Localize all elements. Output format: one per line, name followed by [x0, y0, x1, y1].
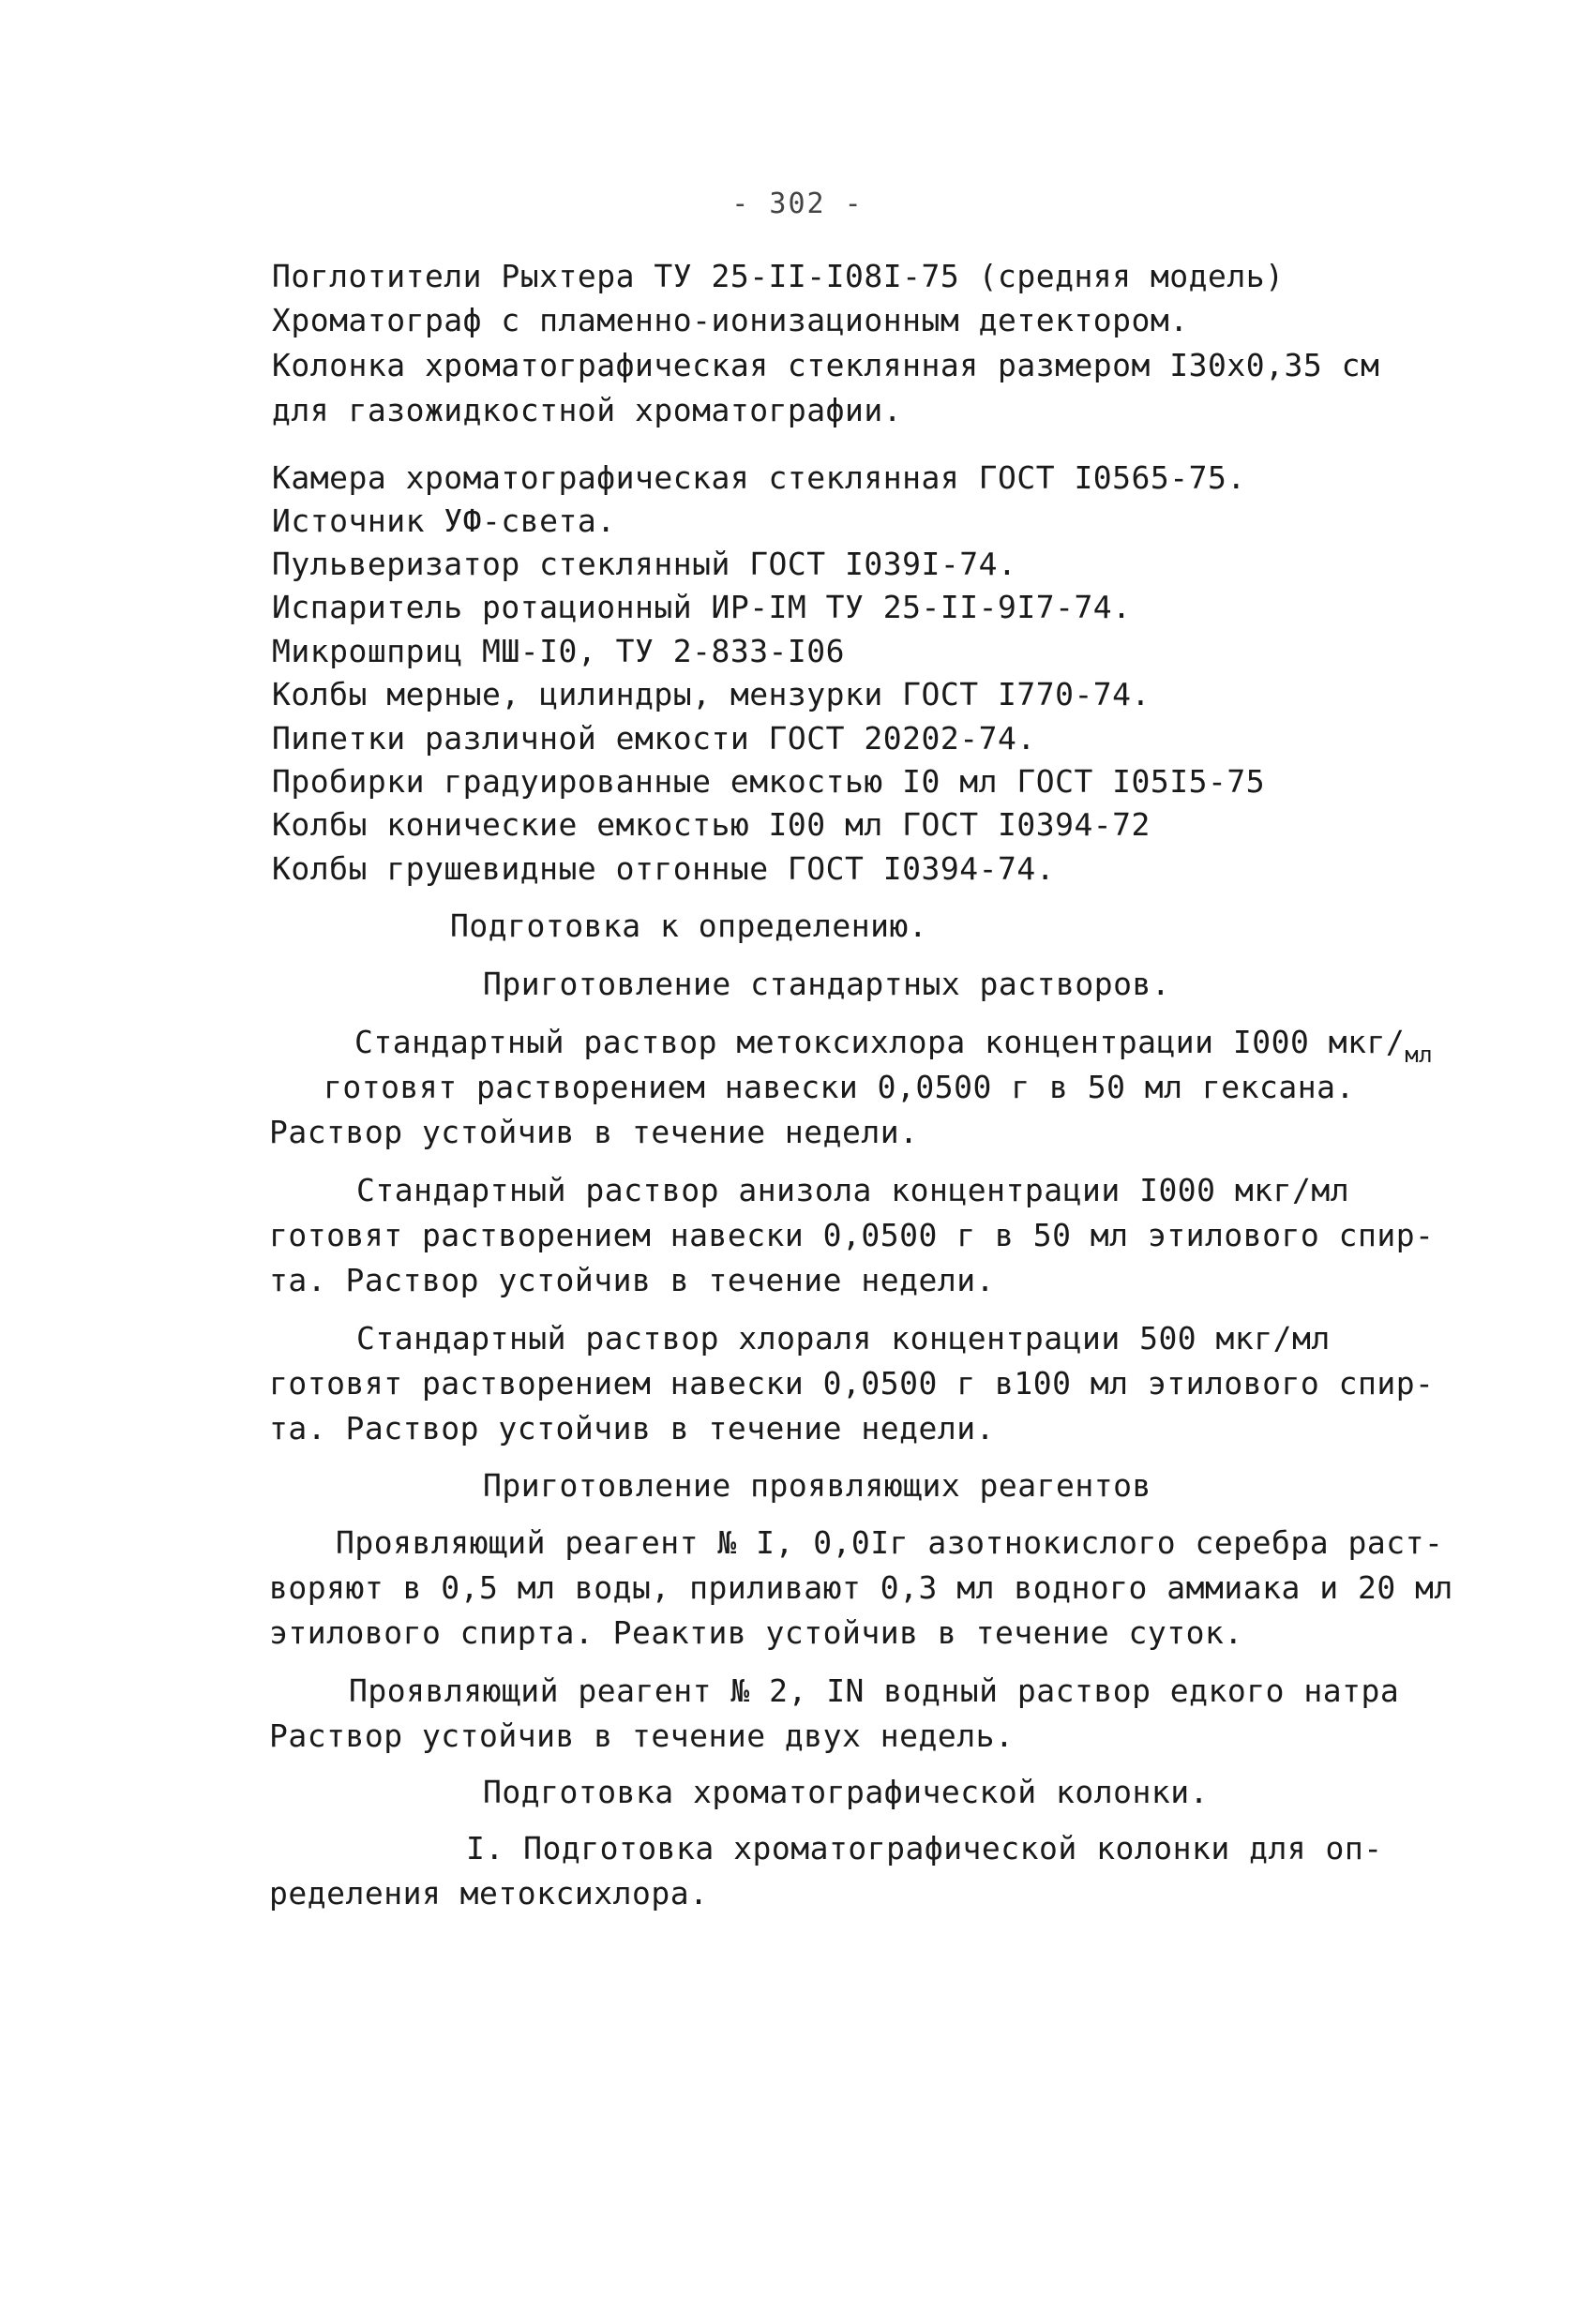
equipment-line: Колбы грушевидные отгонные ГОСТ I0394-74.: [272, 850, 1056, 887]
equipment-line: Хроматограф с пламенно-ионизационным детектором.: [272, 302, 1189, 338]
paragraph-line: готовят растворением навески 0,0500 г в 50 мл этилового спир-: [269, 1217, 1435, 1253]
equipment-line: Поглотители Рыхтера ТУ 25-II-I08I-75 (средняя модель): [272, 258, 1285, 294]
paragraph-line: та. Раствор устойчив в течение недели.: [269, 1410, 995, 1447]
paragraph-line: ределения метоксихлора.: [269, 1875, 709, 1912]
equipment-line: для газожидкостной хроматографии.: [272, 392, 903, 428]
line-text: Стандартный раствор метоксихлора концентрации I000 мкг/: [354, 1024, 1406, 1060]
equipment-line: Колонка хроматографическая стеклянная размером I30х0,35 см: [272, 347, 1380, 383]
paragraph-line: Раствор устойчив в течение недели.: [269, 1114, 919, 1150]
subsection-heading: Подготовка хроматографической колонки.: [483, 1774, 1209, 1810]
equipment-line: Пульверизатор стеклянный ГОСТ I039I-74.: [272, 546, 1017, 582]
equipment-line: Микрошприц МШ-I0, ТУ 2-833-I06: [272, 633, 846, 669]
paragraph-line: готовят растворением навески 0,0500 г в 50 мл гексана.: [324, 1069, 1355, 1105]
equipment-line: Камера хроматографическая стеклянная ГОСТ I0565-75.: [272, 459, 1246, 496]
paragraph-line: Стандартный раствор анизола концентрации I000 мкг/мл: [356, 1172, 1350, 1208]
paragraph-line: Проявляющий реагент № I, 0,0Iг азотнокислого серебра раст-: [336, 1524, 1444, 1561]
paragraph-line: готовят растворением навески 0,0500 г в100 мл этилового спир-: [269, 1365, 1435, 1402]
paragraph-line: воряют в 0,5 мл воды, приливают 0,3 мл водного аммиака и 20 мл: [269, 1569, 1453, 1606]
subsection-heading: Приготовление стандартных растворов.: [483, 966, 1171, 1002]
equipment-line: Пипетки различной емкости ГОСТ 20202-74.: [272, 720, 1036, 757]
equipment-line: Испаритель ротационный ИР-IМ ТУ 25-II-9I7-74.: [272, 589, 1132, 625]
paragraph-line: Проявляющий реагент № 2, IN водный раствор едкого натра: [349, 1672, 1400, 1709]
paragraph-line: та. Раствор устойчив в течение недели.: [269, 1262, 995, 1298]
unit-subscript: мл: [1405, 1042, 1434, 1068]
equipment-line: Пробирки градуированные емкостью I0 мл ГОСТ I05I5-75: [272, 763, 1266, 800]
paragraph-line: этилового спирта. Реактив устойчив в течение суток.: [269, 1614, 1243, 1651]
page-number: - 302 -: [731, 187, 864, 220]
section-heading: Подготовка к определению.: [450, 907, 928, 944]
equipment-line: Колбы конические емкостью I00 мл ГОСТ I0394-72: [272, 806, 1151, 843]
equipment-line: Колбы мерные, цилиндры, мензурки ГОСТ I770-74.: [272, 676, 1151, 712]
paragraph-line: Раствор устойчив в течение двух недель.: [269, 1717, 1015, 1754]
paragraph-line: I. Подготовка хроматографической колонки для оп-: [466, 1830, 1383, 1867]
equipment-line: Источник УФ-света.: [272, 502, 616, 539]
paragraph-line: Стандартный раствор хлораля концентрации 500 мкг/мл: [356, 1320, 1331, 1357]
paragraph-line: [354, 1024, 1433, 1068]
subsection-heading: Приготовление проявляющих реагентов: [483, 1467, 1151, 1504]
